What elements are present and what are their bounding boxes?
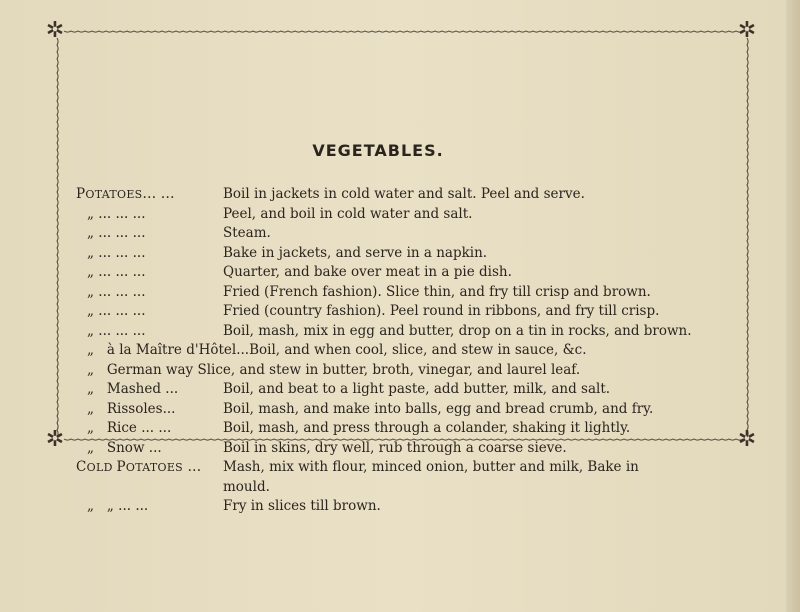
item-label: „ Mashed ... xyxy=(87,381,179,397)
item-text: Boil, mash, and press through a colander, shaking it lightly. xyxy=(223,420,631,436)
item-text: Boil in skins, dry well, rub through a coarse sieve. xyxy=(223,439,567,456)
item-text: Bake in jackets, and serve in a napkin. xyxy=(223,244,488,261)
page-edge xyxy=(786,0,800,612)
item-label: „ ... ... ... xyxy=(87,283,146,300)
item-label: „ ... ... ... xyxy=(87,303,146,319)
list-item xyxy=(76,419,746,439)
list-item xyxy=(76,458,746,478)
item-text: Steam. xyxy=(223,225,271,241)
list-item xyxy=(76,380,746,400)
item-full-text: „ German way Slice, and stew in butter, broth, vinegar, and laurel leaf. xyxy=(87,361,581,378)
item-text: Boil in jackets in cold water and salt. Peel and serve. xyxy=(223,186,585,202)
item-label: „ ... ... ... xyxy=(87,264,146,280)
item-label: COLD POTATOES ... xyxy=(76,459,202,475)
item-label: „ ... ... ... xyxy=(87,225,146,241)
list-item xyxy=(76,244,746,264)
item-text: Boil, and beat to a light paste, add butter, milk, and salt. xyxy=(223,381,611,397)
corner-ornament-icon: ✲ xyxy=(737,18,757,43)
item-text: Peel, and boil in cold water and salt. xyxy=(223,205,473,222)
item-text: Quarter, and bake over meat in a pie dish. xyxy=(223,264,512,280)
list-item xyxy=(76,263,746,283)
border-line xyxy=(64,31,743,32)
list-item xyxy=(76,400,746,420)
recipe-list xyxy=(76,185,746,517)
list-item xyxy=(76,341,746,361)
item-label: „ Snow ... xyxy=(87,439,162,456)
list-item xyxy=(76,439,746,459)
list-item xyxy=(76,205,746,225)
list-item xyxy=(76,302,746,322)
item-full-text: „ à la Maître d'Hôtel...Boil, and when cool, slice, and stew in sauce, &c. xyxy=(87,342,587,358)
list-item xyxy=(76,283,746,303)
border-line xyxy=(57,38,58,437)
list-item xyxy=(76,322,746,342)
list-item xyxy=(76,478,746,498)
item-label: „ ... ... ... xyxy=(87,244,146,261)
item-text: Fry in slices till brown. xyxy=(223,498,381,514)
corner-ornament-icon: ✲ xyxy=(45,427,65,452)
item-label: POTATOES... ... xyxy=(76,186,175,202)
list-item xyxy=(76,361,746,381)
item-continuation: mould. xyxy=(223,478,270,495)
item-label: „ ... ... ... xyxy=(87,205,146,222)
item-text: Mash, mix with flour, minced onion, butter and milk, Bake in xyxy=(223,459,639,475)
item-label: „ ... ... ... xyxy=(87,322,146,339)
item-text: Fried (country fashion). Peel round in ribbons, and fry till crisp. xyxy=(223,303,660,319)
corner-ornament-icon: ✲ xyxy=(45,18,65,43)
corner-ornament-icon: ✲ xyxy=(737,427,757,452)
list-item xyxy=(76,224,746,244)
item-label: „ „ ... ... xyxy=(87,498,149,514)
border-line xyxy=(747,38,748,437)
page-title: VEGETABLES. xyxy=(312,141,444,160)
item-text: Boil, mash, mix in egg and butter, drop on a tin in rocks, and brown. xyxy=(223,322,692,339)
item-text: Fried (French fashion). Slice thin, and fry till crisp and brown. xyxy=(223,283,651,300)
list-item xyxy=(76,497,746,517)
item-label: „ Rice ... ... xyxy=(87,420,172,436)
list-item xyxy=(76,185,746,205)
item-text: Boil, mash, and make into balls, egg and bread crumb, and fry. xyxy=(223,400,654,417)
item-label: „ Rissoles... xyxy=(87,400,176,417)
